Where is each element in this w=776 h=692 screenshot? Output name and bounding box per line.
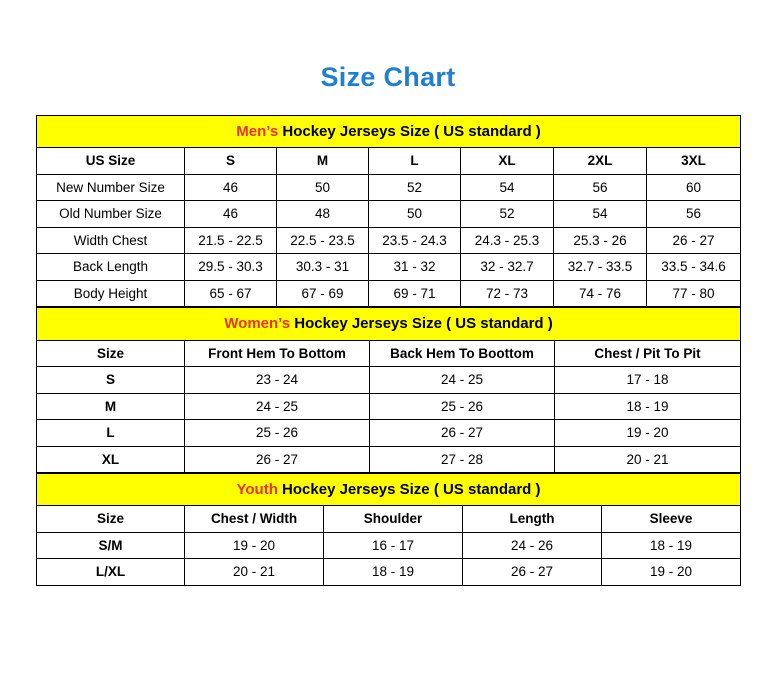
- youth-header-1: Chest / Width: [185, 506, 324, 533]
- womens-row-3-c3: 20 - 21: [555, 446, 741, 473]
- mens-row-2-c6: 26 - 27: [647, 227, 741, 254]
- womens-row-3-label: XL: [37, 446, 185, 473]
- womens-header-0: Size: [37, 340, 185, 367]
- mens-row-0-c2: 50: [277, 174, 369, 201]
- youth-header-2: Shoulder: [324, 506, 463, 533]
- tables-container: [36, 115, 740, 586]
- youth-row-1-label: L/XL: [37, 559, 185, 586]
- table-row: [37, 174, 741, 201]
- mens-row-3-c6: 33.5 - 34.6: [647, 254, 741, 281]
- mens-row-4-c4: 72 - 73: [461, 280, 554, 307]
- youth-row-0-c4: 18 - 19: [602, 532, 741, 559]
- table-row: [37, 201, 741, 228]
- womens-row-2-label: L: [37, 420, 185, 447]
- womens-size-table: [36, 307, 741, 473]
- mens-band: [37, 116, 741, 148]
- womens-row-0-c1: 23 - 24: [185, 367, 370, 394]
- page-title: Size Chart: [320, 62, 456, 92]
- youth-row-0-c2: 16 - 17: [324, 532, 463, 559]
- mens-row-0-c1: 46: [185, 174, 277, 201]
- mens-row-2-c2: 22.5 - 23.5: [277, 227, 369, 254]
- womens-row-2-c2: 26 - 27: [370, 420, 555, 447]
- mens-header-1: S: [185, 148, 277, 175]
- table-band-row: [37, 116, 741, 148]
- mens-header-2: M: [277, 148, 369, 175]
- mens-row-0-c3: 52: [369, 174, 461, 201]
- mens-row-2-c1: 21.5 - 22.5: [185, 227, 277, 254]
- mens-header-5: 2XL: [554, 148, 647, 175]
- table-header-row: [37, 506, 741, 533]
- mens-row-2-c5: 25.3 - 26: [554, 227, 647, 254]
- youth-row-1-c1: 20 - 21: [185, 559, 324, 586]
- mens-row-0-label: New Number Size: [37, 174, 185, 201]
- mens-row-4-c3: 69 - 71: [369, 280, 461, 307]
- mens-header-3: L: [369, 148, 461, 175]
- womens-row-0-c3: 17 - 18: [555, 367, 741, 394]
- mens-row-4-c6: 77 - 80: [647, 280, 741, 307]
- mens-row-3-c5: 32.7 - 33.5: [554, 254, 647, 281]
- table-header-row: [37, 340, 741, 367]
- youth-header-3: Length: [463, 506, 602, 533]
- mens-row-1-c6: 56: [647, 201, 741, 228]
- mens-row-2-label: Width Chest: [37, 227, 185, 254]
- mens-row-2-c3: 23.5 - 24.3: [369, 227, 461, 254]
- womens-header-3: Chest / Pit To Pit: [555, 340, 741, 367]
- mens-row-4-label: Body Height: [37, 280, 185, 307]
- womens-row-1-c1: 24 - 25: [185, 393, 370, 420]
- womens-row-0-c2: 24 - 25: [370, 367, 555, 394]
- mens-row-4-c1: 65 - 67: [185, 280, 277, 307]
- table-header-row: [37, 148, 741, 175]
- mens-row-3-c1: 29.5 - 30.3: [185, 254, 277, 281]
- youth-row-0-label: S/M: [37, 532, 185, 559]
- mens-row-4-c2: 67 - 69: [277, 280, 369, 307]
- womens-row-2-c1: 25 - 26: [185, 420, 370, 447]
- mens-row-3-label: Back Length: [37, 254, 185, 281]
- youth-header-0: Size: [37, 506, 185, 533]
- youth-band-accent: Youth: [236, 481, 278, 499]
- mens-row-1-c1: 46: [185, 201, 277, 228]
- womens-header-2: Back Hem To Boottom: [370, 340, 555, 367]
- table-row: [37, 446, 741, 473]
- mens-row-0-c4: 54: [461, 174, 554, 201]
- table-row: [37, 227, 741, 254]
- youth-row-1-c4: 19 - 20: [602, 559, 741, 586]
- table-band-row: [37, 308, 741, 340]
- mens-row-1-label: Old Number Size: [37, 201, 185, 228]
- mens-band-accent: Men’s: [236, 123, 279, 140]
- mens-row-1-c5: 54: [554, 201, 647, 228]
- youth-row-0-c3: 24 - 26: [463, 532, 602, 559]
- womens-band: [37, 308, 741, 340]
- table-row: [37, 393, 741, 420]
- mens-header-4: XL: [461, 148, 554, 175]
- youth-band: [37, 474, 741, 506]
- table-row: [37, 367, 741, 394]
- mens-row-4-c5: 74 - 76: [554, 280, 647, 307]
- mens-row-3-c2: 30.3 - 31: [277, 254, 369, 281]
- womens-band-rest: Hockey Jerseys Size ( US standard ): [290, 315, 553, 333]
- womens-band-accent: Women’s: [224, 315, 291, 333]
- youth-size-table: [36, 473, 741, 586]
- table-row: [37, 559, 741, 586]
- mens-row-1-c3: 50: [369, 201, 461, 228]
- table-row: [37, 254, 741, 281]
- womens-row-1-label: M: [37, 393, 185, 420]
- table-row: [37, 280, 741, 307]
- youth-row-0-c1: 19 - 20: [185, 532, 324, 559]
- youth-row-1-c2: 18 - 19: [324, 559, 463, 586]
- womens-row-0-label: S: [37, 367, 185, 394]
- mens-row-0-c6: 60: [647, 174, 741, 201]
- mens-row-0-c5: 56: [554, 174, 647, 201]
- youth-band-rest: Hockey Jerseys Size ( US standard ): [277, 481, 541, 499]
- youth-row-1-c3: 26 - 27: [463, 559, 602, 586]
- mens-row-1-c2: 48: [277, 201, 369, 228]
- mens-header-6: 3XL: [647, 148, 741, 175]
- womens-row-2-c3: 19 - 20: [555, 420, 741, 447]
- womens-row-1-c3: 18 - 19: [555, 393, 741, 420]
- table-band-row: [37, 474, 741, 506]
- mens-size-table: [36, 115, 741, 307]
- womens-header-1: Front Hem To Bottom: [185, 340, 370, 367]
- mens-header-0: US Size: [37, 148, 185, 175]
- mens-row-3-c3: 31 - 32: [369, 254, 461, 281]
- womens-row-3-c1: 26 - 27: [185, 446, 370, 473]
- mens-row-3-c4: 32 - 32.7: [461, 254, 554, 281]
- mens-row-1-c4: 52: [461, 201, 554, 228]
- mens-band-rest: Hockey Jerseys Size ( US standard ): [278, 123, 541, 140]
- mens-row-2-c4: 24.3 - 25.3: [461, 227, 554, 254]
- table-row: [37, 532, 741, 559]
- womens-row-1-c2: 25 - 26: [370, 393, 555, 420]
- womens-row-3-c2: 27 - 28: [370, 446, 555, 473]
- youth-header-4: Sleeve: [602, 506, 741, 533]
- table-row: [37, 420, 741, 447]
